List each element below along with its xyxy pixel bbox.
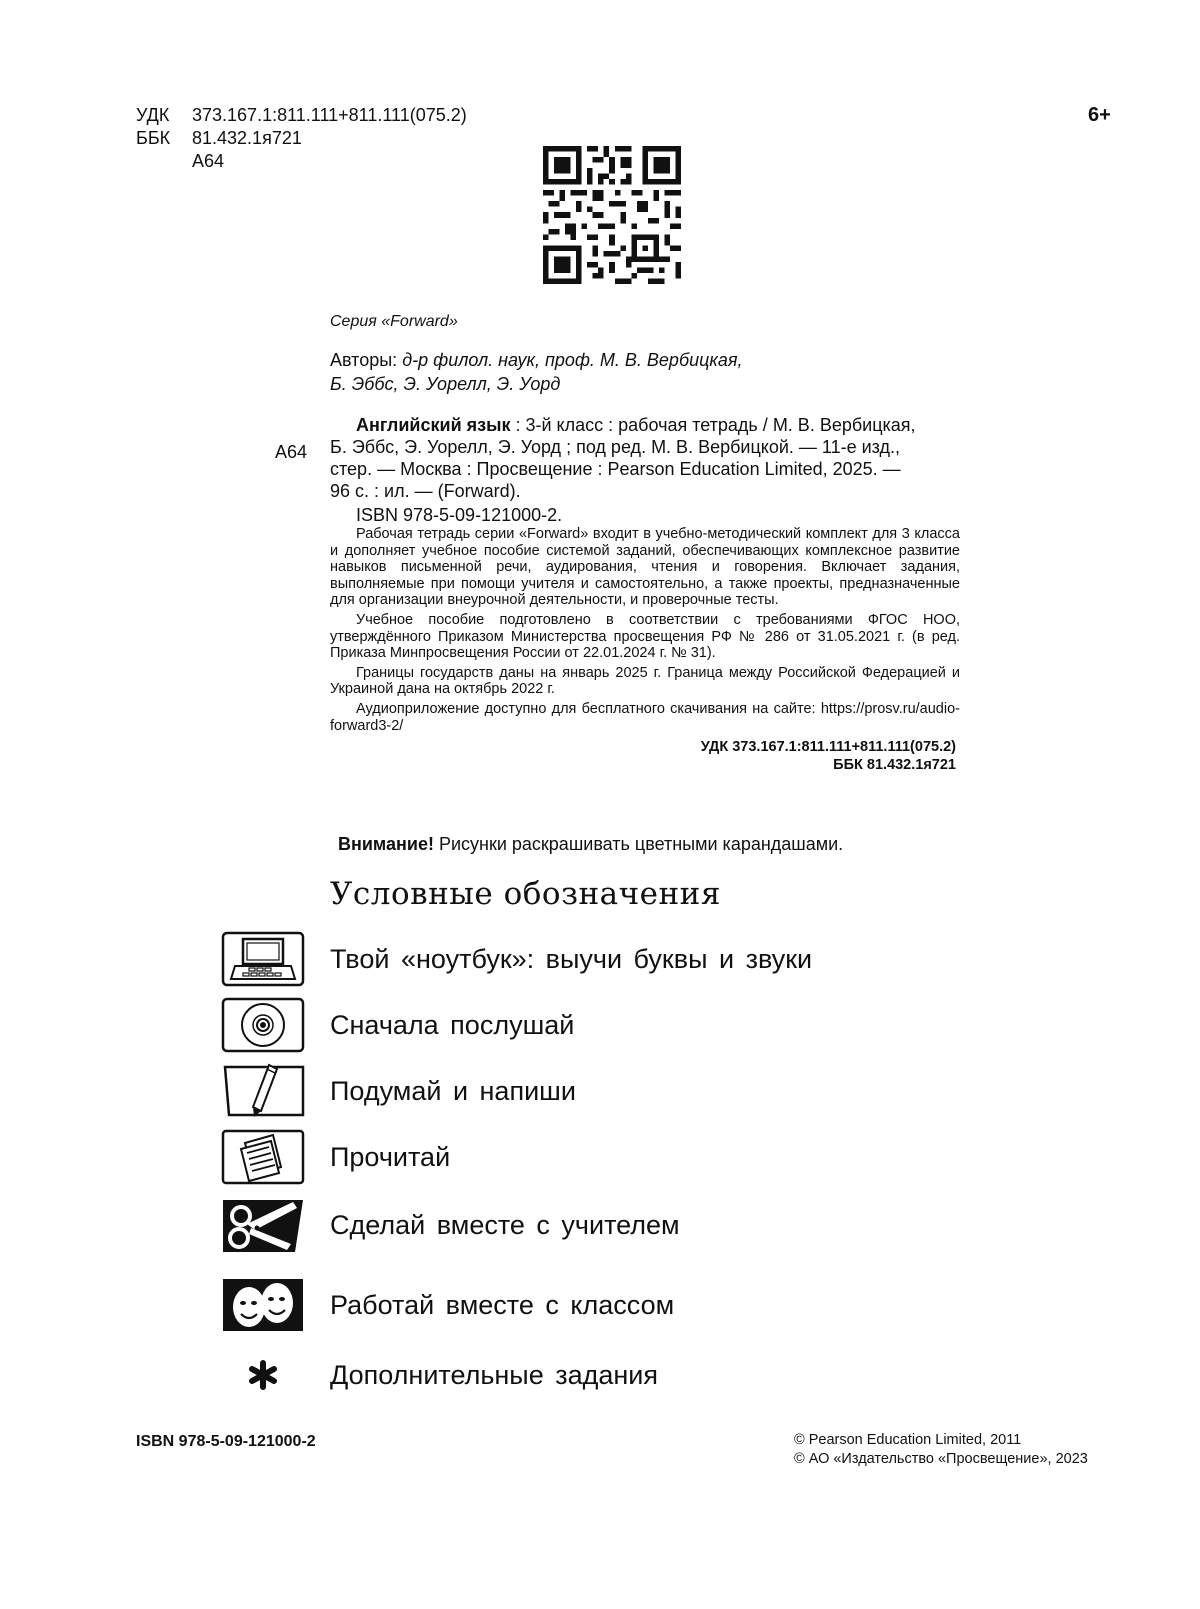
footer-isbn: ISBN 978-5-09-121000-2 <box>136 1433 316 1450</box>
legend-item <box>220 1272 1120 1338</box>
legend-label: Дополнительные задания <box>330 1359 659 1390</box>
legend-label: Прочитай <box>330 1141 451 1172</box>
biblio-line2: Б. Эббс, Э. Уорелл, Э. Уорд ; под ред. М. В. Вербицкой. — 11-е изд., <box>330 437 901 457</box>
authors-line2: Б. Эббс, Э. Уорелл, Э. Уорд <box>330 374 561 394</box>
cd-icon <box>221 997 305 1053</box>
legend-title: Условные обозначения <box>330 876 721 912</box>
annotation-paragraph: Границы государств даны на январь 2025 г. Граница между Российской Федерацией и Украиной дана на октябрь 2022 г. <box>330 664 960 698</box>
copyright-line: © АО «Издательство «Просвещение», 2023 <box>794 1451 1088 1467</box>
bibliography-margin-mark: А64 <box>275 442 308 462</box>
legend-item <box>220 926 1120 992</box>
biblio-isbn: ISBN 978-5-09-121000-2. <box>356 505 563 525</box>
laptop-icon <box>221 931 305 987</box>
udk-value: 373.167.1:811.111+811.111(075.2) <box>192 105 467 125</box>
copyright-line: © Pearson Education Limited, 2011 <box>794 1432 1022 1448</box>
biblio-line1: : 3-й класс : рабочая тетрадь / М. В. Вербицкая, <box>510 415 916 435</box>
legend-label: Сначала послушай <box>330 1009 575 1040</box>
attention-text: Рисунки раскрашивать цветными карандашами. <box>433 834 844 854</box>
pencil-icon <box>221 1063 305 1119</box>
legend-label: Сделай вместе с учителем <box>330 1209 680 1240</box>
annotation-paragraph: Рабочая тетрадь серии «Forward» входит в учебно-методический комплект для 3 класса и дополняет учебное пособие системой заданий, обеспечивающих комплексное развитие навыков письменной речи, аудирования, чтения и говорения. Включает задания, выполняемые при помощи учителя и самостоятельно, а также проекты, предназначенные для организации внеурочной деятельности, и проверочные тесты. <box>330 526 960 609</box>
bbk-label: ББК <box>136 128 171 148</box>
author-mark: А64 <box>192 151 225 171</box>
authors-block <box>330 348 743 396</box>
authors-label: Авторы: <box>330 350 398 370</box>
legend-item <box>220 1192 1120 1258</box>
book-title: Английский язык <box>356 415 511 435</box>
classification-codes-bold <box>330 738 960 774</box>
legend-item <box>220 1124 1120 1190</box>
masks-icon <box>221 1277 305 1333</box>
legend-label: Работай вместе с классом <box>330 1289 675 1320</box>
age-rating: 6+ <box>1088 104 1111 126</box>
annotation-paragraph: Аудиоприложение доступно для бесплатного скачивания на сайте: https://prosv.ru/audio-forward3-2/ <box>330 700 960 734</box>
legend-item <box>220 1342 1120 1408</box>
legend-label: Подумай и напиши <box>330 1075 576 1106</box>
bbk-value: 81.432.1я721 <box>192 128 302 148</box>
attention-note <box>338 834 843 855</box>
notes-icon <box>221 1129 305 1185</box>
authors-line1: д-р филол. наук, проф. М. В. Вербицкая, <box>402 350 743 370</box>
asterisk-icon <box>243 1355 283 1395</box>
bibliographic-record <box>330 414 960 774</box>
biblio-line3: стер. — Москва : Просвещение : Pearson Education Limited, 2025. — <box>330 459 901 479</box>
udk-label: УДК <box>136 105 170 125</box>
attention-label: Внимание! <box>338 834 434 854</box>
classification-codes <box>136 104 467 173</box>
legend-label: Твой «ноутбук»: выучи буквы и звуки <box>330 943 813 974</box>
biblio-line4: 96 с. : ил. — (Forward). <box>330 481 521 501</box>
annotation <box>330 526 960 734</box>
udk-bold: УДК 373.167.1:811.111+811.111(075.2) <box>700 739 956 756</box>
qr-code <box>543 146 681 284</box>
bbk-bold: ББК 81.432.1я721 <box>833 757 956 774</box>
legend-item <box>220 1058 1120 1124</box>
copyright-block <box>794 1431 1088 1469</box>
annotation-paragraph: Учебное пособие подготовлено в соответствии с требованиями ФГОС НОО, утверждённого Приказом Министерства просвещения РФ № 286 от 31.05.2021 г. (в ред. Приказа Минпросвещения России от 22.01.2024 г. № 31). <box>330 611 960 662</box>
legend-item <box>220 992 1120 1058</box>
scissors-icon <box>221 1194 305 1256</box>
series-title: Серия «Forward» <box>330 313 458 330</box>
